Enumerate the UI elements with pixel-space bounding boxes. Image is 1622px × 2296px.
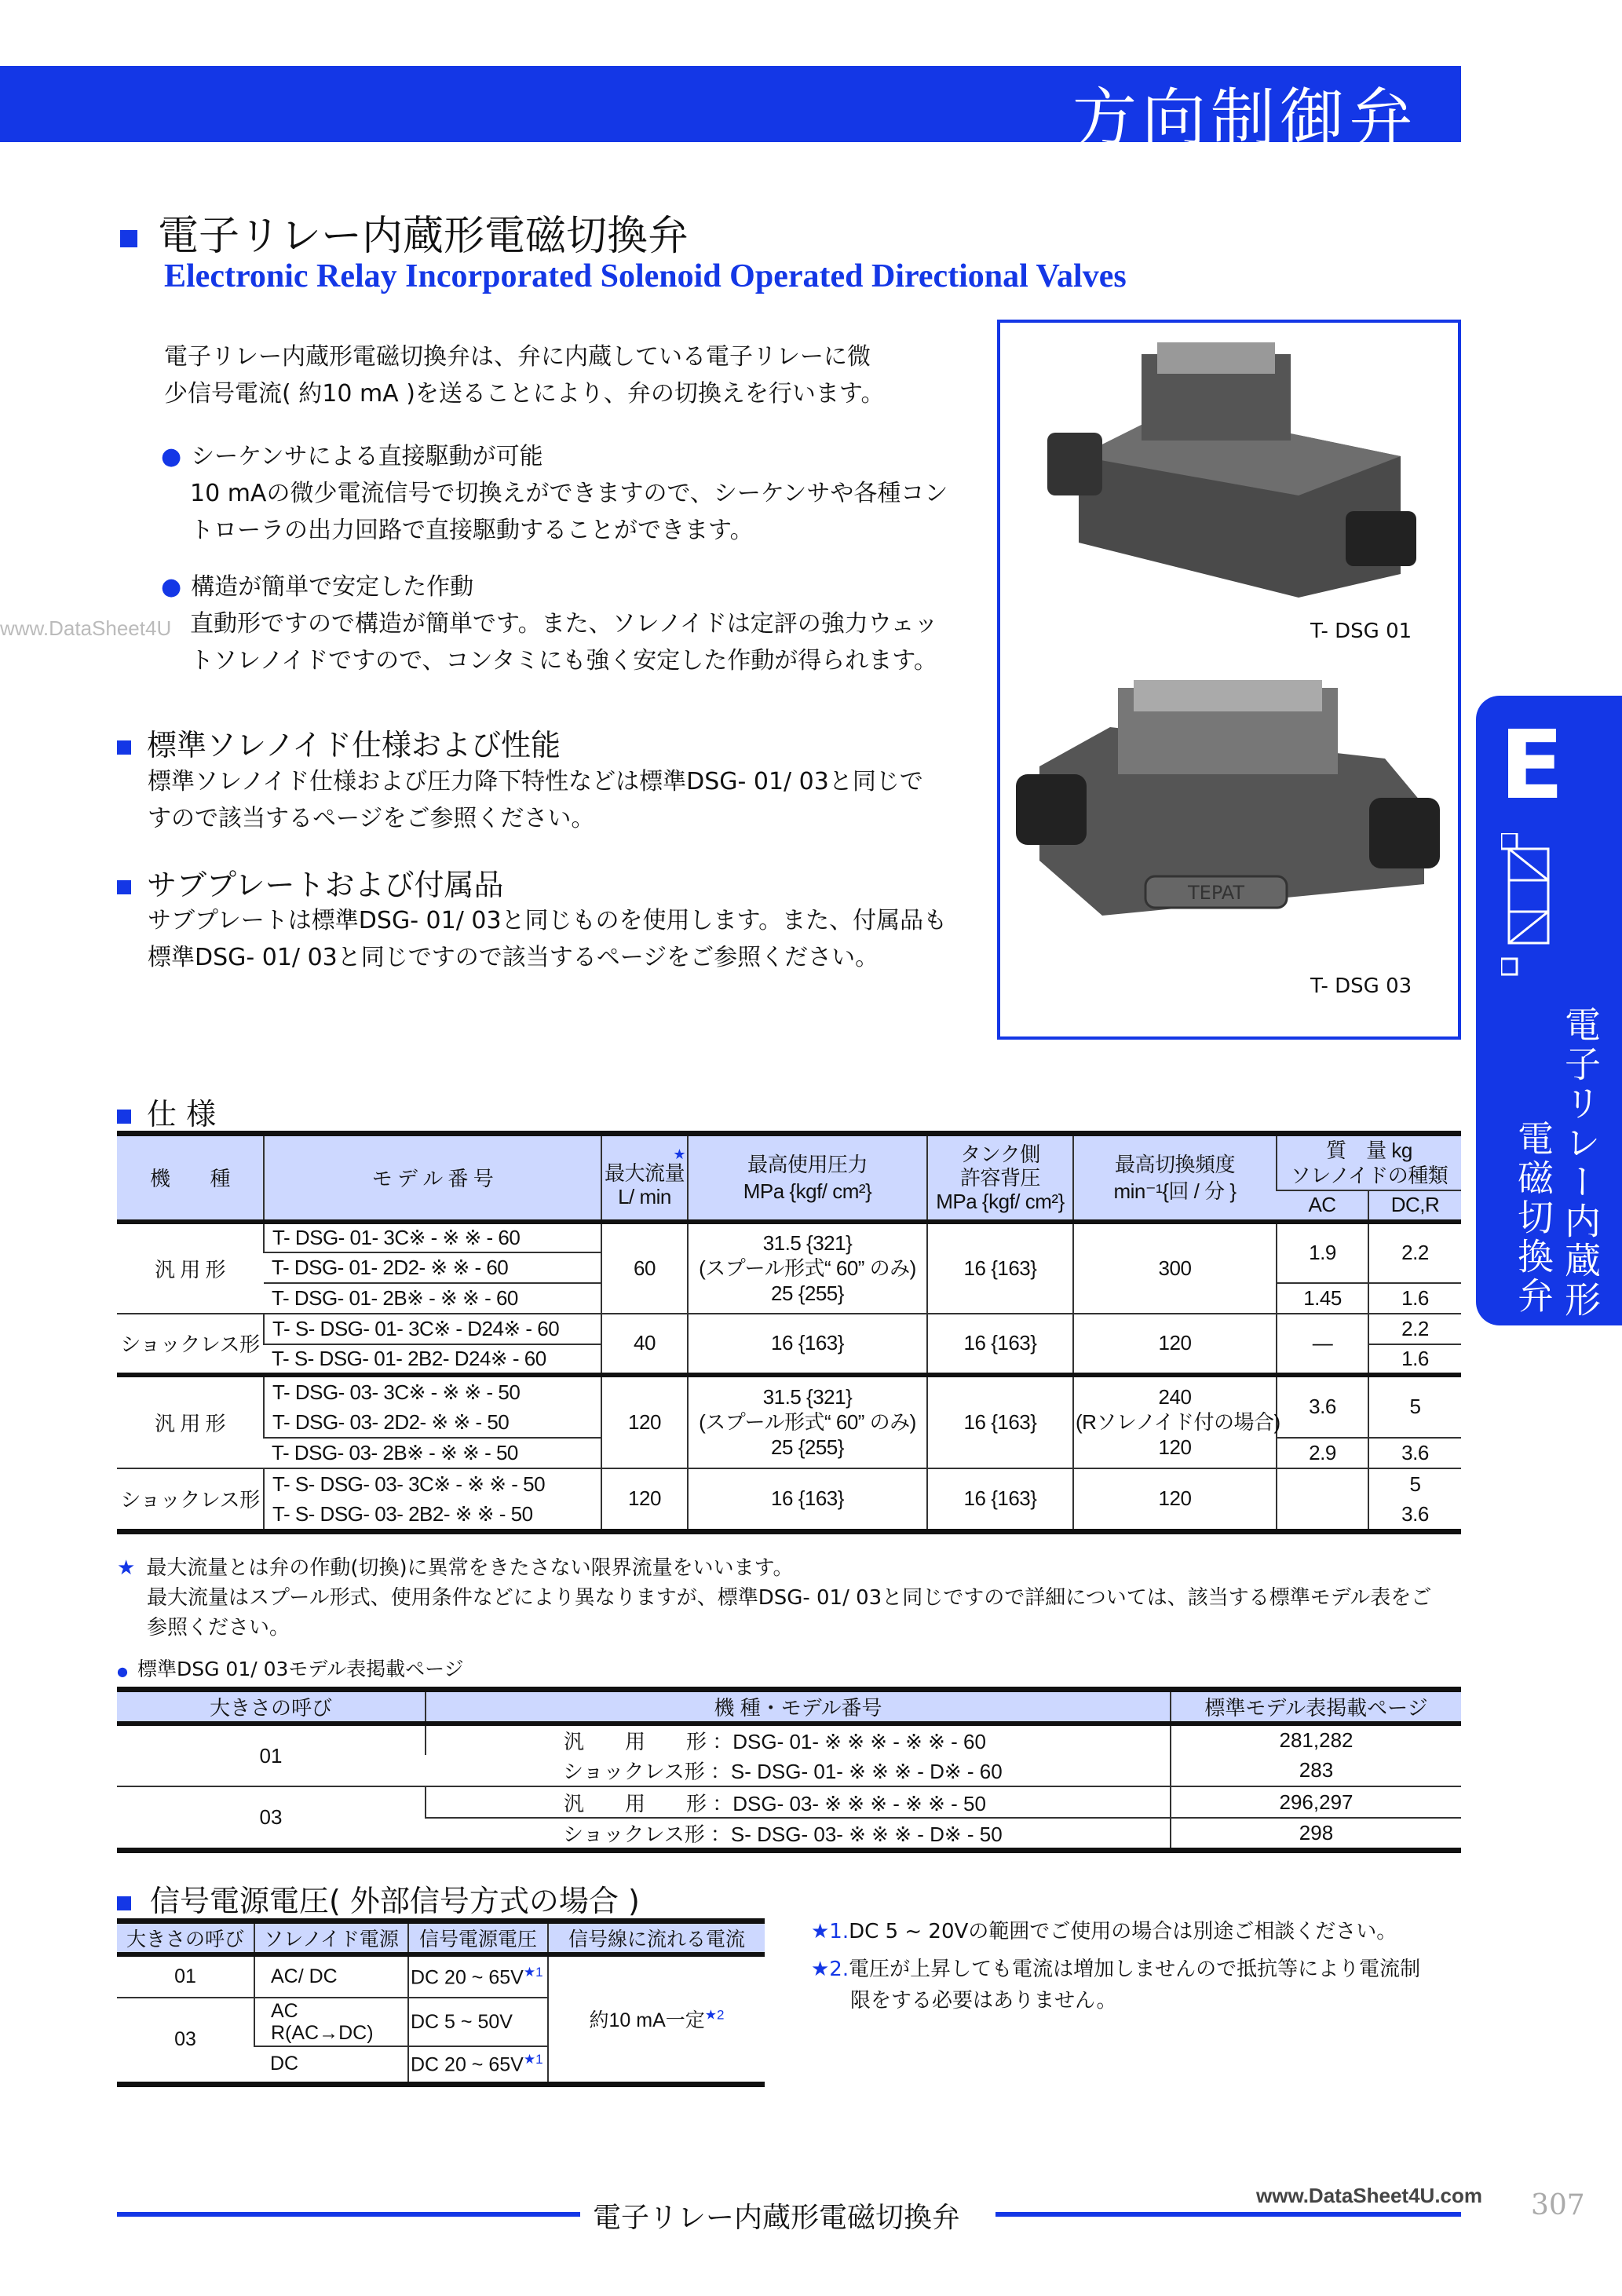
header-label: 許容背圧 [959,1165,1040,1190]
subplate-title [117,861,503,904]
header-label: 質 量 kg [1326,1138,1412,1162]
note-ref: ★2 [704,2007,725,2023]
square-bullet-icon [120,230,137,247]
header-label: タンク側 [960,1142,1040,1166]
freq-cell: 120 [1073,1468,1277,1532]
watermark: www.DataSheet4U [0,616,172,640]
solenoid-cell: AC/ DC [254,1954,408,1998]
tank-cell: 16 {163} [927,1314,1073,1375]
pages-title-text: 標準DSG 01/ 03モデル表掲載ページ [137,1658,464,1680]
note-ref: ★1 [523,1964,543,1980]
heading-text: 仕 様 [147,1097,217,1132]
header-label: 最高使用圧力 [747,1152,868,1176]
header-size: 大きさの呼び [126,1929,244,1951]
header-type: 機 種 [149,1167,230,1191]
feature-title: シーケンサによる直接駆動が可能 [191,443,543,470]
value-line: (スプール形式“ 60” のみ) [699,1256,916,1280]
dc-cell: 2.2 [1368,1222,1461,1283]
section-title-en: Electronic Relay Incorporated Solenoid Operated Directional Valves [164,258,1127,294]
header-size: 大きさの呼び [209,1696,332,1720]
value-line: 25 {255} [771,1435,844,1459]
heading-text: サブプレートおよび付属品 [147,868,504,902]
ac-cell: 1.9 [1277,1222,1368,1283]
note-mark: ★2. [811,1958,849,1981]
body-line: サブプレートは標準DSG- 01/ 03と同じものを使用します。また、付属品も [148,907,948,934]
flow-cell: 120 [601,1468,688,1532]
value-line: (スプール形式“ 60” のみ) [699,1410,916,1434]
header-current: 信号線に流れる電流 [548,1921,765,1955]
value-line: (Rソレノイド付の場合) [1076,1410,1280,1434]
size-cell: 03 [174,2028,196,2051]
model-line: T- DSG- 03- 2D2- ※ ※ - 50 [272,1409,510,1434]
header-mass [1277,1134,1461,1190]
tank-cell: 16 {163} [927,1375,1073,1468]
header-flow-label: 最大流量 [604,1161,685,1185]
model-cell [264,1375,601,1438]
header-bar [0,66,1461,156]
model-cell: T- DSG- 01- 2D2- ※ ※ - 60 [264,1252,601,1283]
footer-line-left [117,2212,580,2217]
header-label: 最高切換頻度 [1114,1152,1235,1176]
ac-cell: 2.9 [1277,1438,1368,1468]
section-title-jp: 電子リレー内蔵形電磁切換弁 [158,213,689,260]
feature-2 [161,569,938,679]
header-model: モ デ ル 番 号 [264,1134,601,1222]
value-line: 25 {255} [771,1281,844,1305]
ac-cell: 3.6 [1277,1375,1368,1438]
side-tab[interactable] [1476,696,1622,1325]
intro-line: 少信号電流( 約10 mA )を送ることにより、弁の切換えを行います。 [164,380,885,408]
value-line: 31.5 {321} [762,1231,853,1255]
flow-cell: 40 [601,1314,688,1375]
voltage-cell: DC 20 ~ 65V [411,1966,524,1989]
dc-cell: 5 [1368,1375,1461,1438]
value-line: 31.5 {321} [762,1385,853,1409]
model-line: T- S- DSG- 03- 3C※ - ※ ※ - 50 [272,1472,546,1496]
image-caption: T- DSG 01 [1310,620,1412,643]
header-label: ソレノイドの種類 [1290,1163,1448,1187]
flow-cell: 120 [601,1375,688,1468]
std-solenoid-title [117,721,561,764]
pressure-cell [688,1375,927,1468]
square-bullet-icon [117,880,131,894]
table-row [117,1375,1461,1438]
body-line: すので該当するページをご参照ください。 [148,805,595,832]
bullet-icon: ● [161,443,182,470]
std-solenoid-body [148,763,923,837]
pages-title [117,1654,464,1682]
tank-cell: 16 {163} [927,1222,1073,1314]
type-cell: ショックレス形 [117,1314,264,1375]
note-ref: ★1 [523,2052,543,2067]
dc-cell: 1.6 [1368,1283,1461,1314]
pages-table [117,1687,1461,1853]
side-tab-label-2: 電磁切換弁 [1512,1120,1554,1316]
intro-line: 電子リレー内蔵形電磁切換弁は、弁に内蔵している電子リレーに微 [164,343,871,371]
spec-table [117,1131,1461,1534]
model-cell: ショックレス形 ：S- DSG- 03- ※ ※ ※ - D※ - 50 [563,1823,1003,1846]
current-cell: 約10 mA一定 [589,2009,705,2032]
dc-cell: 2.2 [1368,1314,1461,1344]
header-unit: MPa {kgf/ cm²} [936,1189,1065,1213]
header-voltage: 信号電源電圧 [408,1921,548,1955]
intro-text [164,338,885,412]
header-model: 機 種・モデル番号 [426,1690,1171,1724]
table-row [117,1222,1461,1252]
signal-table [117,1918,765,2087]
bullet-icon: ● [161,573,182,601]
model-cell: ショックレス形 ：S- DSG- 01- ※ ※ ※ - D※ - 60 [563,1760,1003,1783]
body-line: 標準ソレノイド仕様および圧力降下特性などは標準DSG- 01/ 03と同じで [148,768,923,795]
model-cell: T- DSG- 01- 3C※ - ※ ※ - 60 [264,1222,601,1252]
note-line: 最大流量はスプール形式、使用条件などにより異なりますが、標準DSG- 01/ 03と同じですので詳細については、該当する標準モデル表をご [147,1586,1432,1610]
page-number: 307 [1531,2189,1585,2221]
feature-body: 直動形ですので構造が簡単です。また、ソレノイドは定評の強力ウェッ [190,610,938,638]
flow-cell: 60 [601,1222,688,1314]
footer-site[interactable]: www.DataSheet4U.com [1256,2184,1483,2207]
freq-cell: 120 [1073,1314,1277,1375]
star-icon: ★ [117,1556,136,1580]
pressure-cell [688,1222,927,1314]
freq-cell [1073,1375,1280,1468]
signal-title [117,1877,640,1920]
model-cell: 汎 用 形 ：DSG- 01- ※ ※ ※ - ※ ※ - 60 [426,1724,1171,1755]
type-cell: 汎 用 形 [117,1375,264,1468]
header-unit: min⁻¹{回 / 分 } [1113,1179,1237,1203]
note-text: 電圧が上昇しても電流は増加しませんので抵抗等により電流制 [849,1958,1421,1981]
table-row [117,1314,1461,1344]
body-line: 標準DSG- 01/ 03と同じですので該当するページをご参照ください。 [148,944,879,971]
valve-photo-dsg01 [1032,338,1432,605]
valve-symbol-icon [1501,833,1564,990]
value-line: 5 [1409,1472,1421,1496]
size-cell: 01 [259,1743,283,1768]
header-page: 標準モデル表掲載ページ [1171,1690,1461,1724]
ac-cell: 1.45 [1277,1283,1368,1314]
note-mark: ★1. [811,1920,849,1943]
spec-notes [117,1553,1431,1643]
header-tank [927,1134,1073,1222]
ac-cell: — [1277,1314,1368,1375]
page-cell[interactable]: 283 [1171,1755,1461,1786]
solenoid-cell: DC [254,2046,408,2084]
header-solenoid: ソレノイド電源 [254,1921,408,1955]
tank-cell: 16 {163} [927,1468,1073,1532]
size-cell: 03 [259,1805,283,1829]
heading-text: 信号電源電圧( 外部信号方式の場合 ) [150,1884,640,1918]
model-cell: T- DSG- 03- 2B※ - ※ ※ - 50 [264,1438,601,1468]
header-dc: DC,R [1368,1190,1461,1222]
header-freq [1073,1134,1277,1222]
product-image-box [997,320,1461,1040]
footer-line-right [995,2212,1461,2217]
page-cell[interactable]: 296,297 [1171,1786,1461,1818]
model-line: T- DSG- 03- 3C※ - ※ ※ - 50 [272,1380,521,1404]
value-line: 240 [1158,1385,1192,1409]
star-icon: ★ [673,1146,685,1162]
freq-cell: 300 [1073,1222,1277,1314]
header-flow [601,1134,688,1222]
square-bullet-icon [117,1896,131,1910]
side-tab-letter: E [1500,711,1564,821]
nameplate-text: TEPAT [1188,882,1244,904]
type-cell: ショックレス形 [117,1468,264,1532]
header-unit: MPa {kgf/ cm²} [743,1179,872,1203]
image-caption: T- DSG 03 [1310,974,1412,998]
bullet-icon: ● [117,1664,128,1679]
table-row [117,1468,1461,1532]
side-tab-label-1: 電子リレー内蔵形 [1559,1006,1602,1320]
feature-1 [161,438,948,549]
size-cell: 01 [174,1965,196,1987]
model-cell: 汎 用 形 ：DSG- 03- ※ ※ ※ - ※ ※ - 50 [426,1786,1171,1818]
note-text: 限をする必要はありません。 [850,1989,1117,2013]
value-line: 120 [1158,1435,1192,1459]
voltage-cell: DC 5 ~ 50V [408,1998,548,2046]
page-cell[interactable]: 298 [1171,1818,1461,1851]
header-ac: AC [1308,1193,1336,1216]
feature-body: トソレノイドですので、コンタミにも強く安定した作動が得られます。 [190,647,937,675]
pressure-cell: 16 {163} [688,1314,927,1375]
page-cell[interactable]: 281,282 [1171,1724,1461,1755]
section-title [120,203,689,261]
note-text: DC 5 ~ 20Vの範囲でご使用の場合は別途ご相談ください。 [849,1920,1397,1943]
model-cell: T- DSG- 01- 2B※ - ※ ※ - 60 [264,1283,601,1314]
valve-photo-dsg03 [1016,680,1448,947]
square-bullet-icon [117,740,131,755]
subplate-body [148,902,947,976]
voltage-cell: DC 20 ~ 65V [411,2053,524,2076]
ac-cell [1277,1468,1368,1532]
dc-cell: 1.6 [1368,1344,1461,1375]
spec-title [117,1090,216,1133]
header-pressure [688,1134,927,1222]
signal-notes [811,1916,1420,2016]
header-flow-unit: L/ min [618,1184,671,1208]
feature-body: 10 mAの微少電流信号で切換えができますので、シーケンサや各種コン [190,480,948,507]
type-cell: 汎 用 形 [117,1222,264,1314]
feature-title: 構造が簡単で安定した作動 [191,573,474,601]
value-line: 3.6 [1401,1501,1429,1526]
feature-body: トローラの出力回路で直接駆動することができます。 [190,517,754,544]
dc-cell [1368,1468,1461,1532]
note-line: 参照ください。 [147,1616,290,1640]
header-title: 方向制御弁 [1072,82,1418,156]
note-line: 最大流量とは弁の作動(切換)に異常をきたさない限界流量をいいます。 [146,1556,794,1580]
pressure-cell: 16 {163} [688,1468,927,1532]
model-line: T- S- DSG- 03- 2B2- ※ ※ - 50 [272,1501,533,1526]
heading-text: 標準ソレノイド仕様および性能 [147,728,561,762]
dc-cell: 3.6 [1368,1438,1461,1468]
square-bullet-icon [117,1110,131,1124]
footer-title: 電子リレー内蔵形電磁切換弁 [593,2202,961,2234]
solenoid-cell: AC R(AC→DC) [254,1998,408,2046]
model-cell [264,1468,601,1532]
model-cell: T- S- DSG- 01- 2B2- D24※ - 60 [264,1344,601,1375]
model-cell: T- S- DSG- 01- 3C※ - D24※ - 60 [264,1314,601,1344]
